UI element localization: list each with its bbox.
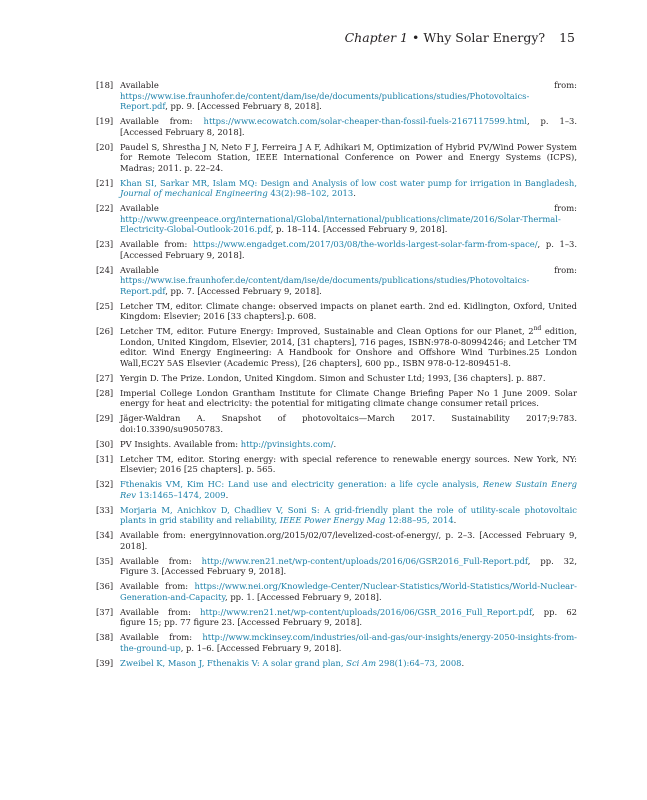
reference-item (96, 373, 577, 384)
reference-item (96, 388, 577, 409)
reference-text-segment: Imperial College London Grantham Institute for Climate Change Briefing Paper No 1 June 2009. Solar energy for heat and electricity: the potential for mitigating climate change consumer retail prices. (120, 387, 577, 409)
reference-text-segment: , pp. 7. [Accessed February 9, 2018]. (165, 285, 322, 296)
reference-text-segment: , p. 1–3. [Accessed February 8, 2018]. (120, 116, 577, 137)
reference-link[interactable]: http://www.ren21.net/wp-content/uploads/2016/06/GSR2016_Full-Report.pdf (201, 555, 528, 566)
reference-text (120, 301, 577, 322)
reference-item (96, 530, 577, 551)
reference-link[interactable]: https://www.engadget.com/2017/03/08/the-worlds-largest-solar-farm-from-space/ (192, 239, 538, 250)
reference-link[interactable]: Fthenakis VM, Kim HC: Land use and electricity generation: a life cycle analysis, (120, 479, 483, 490)
reference-text (120, 373, 577, 384)
reference-number: [22] (96, 203, 114, 214)
reference-link[interactable]: https://www.nei.org/Knowledge-Center/Nuclear-Statistics/World-Statistics/World-Nuclear-Generation-and-Capacity (120, 581, 577, 602)
reference-text-segment: Available from: (120, 116, 204, 127)
reference-number: [37] (96, 606, 114, 617)
reference-text (120, 413, 577, 434)
reference-number: [35] (96, 555, 114, 566)
reference-item (96, 658, 577, 669)
reference-item (96, 80, 577, 112)
reference-link[interactable]: http://www.mckinsey.com/industries/oil-and-gas/our-insights/energy-2050-insights-from-the-ground-up (120, 632, 577, 653)
reference-link[interactable]: https://www.ecowatch.com/solar-cheaper-than-fossil-fuels-2167117599.html (203, 116, 527, 127)
reference-link-journal[interactable]: IEEE Power Energy Mag (279, 515, 386, 526)
reference-item (96, 203, 577, 235)
reference-number: [27] (96, 372, 114, 383)
reference-text-segment: , p. 18–114. [Accessed February 9, 2018]. (270, 224, 448, 235)
reference-item (96, 439, 577, 450)
reference-number: [33] (96, 504, 114, 515)
reference-text-segment: . (353, 188, 356, 199)
reference-text-segment: , pp. 1. [Accessed February 9, 2018]. (225, 591, 382, 602)
reference-link[interactable]: http://pvinsights.com/ (240, 438, 334, 449)
reference-number: [39] (96, 657, 114, 668)
reference-text (120, 388, 577, 409)
reference-text-segment: . (461, 657, 465, 668)
reference-list (96, 80, 577, 672)
reference-text-segment: . (453, 515, 457, 526)
reference-item (96, 142, 577, 174)
reference-text (120, 556, 577, 577)
reference-item (96, 479, 577, 500)
reference-number: [20] (96, 141, 114, 152)
reference-item (96, 607, 577, 628)
reference-text-segment: Yergin D. The Prize. London, United Kingdom. Simon and Schuster Ltd; 1993, [36 chapters]. p. 887. (120, 372, 546, 383)
reference-item (96, 454, 577, 475)
reference-text-segment: . (225, 489, 229, 500)
reference-text (120, 581, 577, 602)
reference-link-journal[interactable]: Sci Am (346, 657, 377, 668)
reference-text-segment: Paudel S, Shrestha J N, Neto F J, Ferreira J A F, Adhikari M, Optimization of Hybrid PV/Wind Power System for Remote Telecom Station, IEEE International Conference on Power and Energy Systems (ICPS), Madras; 2011. p. 22–24. (120, 141, 577, 173)
reference-number: [19] (96, 116, 114, 127)
reference-text-segment: Available from: (120, 80, 577, 90)
reference-text-segment: edition, London, United Kingdom, Elsevier, 2014, [31 chapters], 716 pages, ISBN:978-0-80994246; and Letcher TM editor. Wind Energy Engineering: A Handbook for Onshore and Offshore Wind Turbines.25 London Wall,EC2Y 5AS Elsevier (Academic Press), [26 chapters], 600 pp., ISBN 978-0-12-809451-8. (120, 326, 577, 369)
chapter-label: Chapter 1 (344, 30, 409, 45)
reference-text (120, 326, 577, 368)
reference-text-segment: Available from: (120, 239, 193, 250)
reference-link[interactable]: Khan SI, Sarkar MR, Islam MQ: Design and Analysis of low cost water pump for irrigation in Bangladesh, (120, 177, 577, 188)
reference-text-segment: , p. 1–6. [Accessed February 9, 2018]. (180, 642, 342, 653)
reference-link[interactable]: Morjaria M, Anichkov D, Chadliev V, Soni S: A grid-friendly plant the role of utility-scale photovoltaic plants in grid stability and reliability, (120, 504, 577, 526)
reference-text (120, 203, 577, 235)
reference-link[interactable]: 12:88–95, 2014 (385, 515, 454, 526)
reference-number: [21] (96, 177, 114, 188)
reference-text (120, 658, 577, 669)
running-header (345, 30, 575, 45)
reference-link[interactable]: http://www.ren21.net/wp-content/uploads/2016/06/GSR_2016_Full_Report.pdf (200, 606, 532, 617)
header-bullet: • (412, 30, 420, 45)
reference-text-segment: . (333, 438, 337, 449)
reference-text (120, 178, 577, 199)
reference-text (120, 116, 577, 137)
reference-text-segment: , pp. 62 figure 15; pp. 77 figure 23. [Accessed February 9, 2018]. (120, 606, 578, 628)
reference-item (96, 301, 577, 322)
reference-text (120, 505, 577, 526)
reference-text (120, 632, 577, 653)
reference-item (96, 239, 577, 260)
reference-text-segment: , pp. 32, Figure 3. [Accessed February 9, 2018]. (120, 555, 577, 577)
reference-text-segment: Available from: (120, 264, 577, 275)
reference-text-segment: Available from: energyinnovation.org/2015/02/07/levelized-cost-of-energy/, p. 2–3. [Accessed February 9, 2018]. (120, 530, 577, 551)
reference-text-segment: Available from: (120, 606, 201, 617)
reference-link[interactable]: http://www.greenpeace.org/international/Global/international/publications/climate/2016/Solar-Thermal-Electricity-Global-Outlook-2016.pdf (120, 213, 561, 235)
reference-number: [29] (96, 413, 114, 424)
reference-number: [28] (96, 387, 114, 398)
reference-number: [25] (96, 300, 114, 311)
reference-item (96, 413, 577, 434)
reference-text (120, 479, 577, 500)
reference-item (96, 116, 577, 137)
reference-item (96, 265, 577, 297)
page-number: 15 (559, 30, 575, 45)
reference-text (120, 454, 577, 475)
reference-text (120, 80, 577, 112)
reference-text-segment: , pp. 9. [Accessed February 8, 2018]. (165, 101, 322, 112)
reference-item (96, 556, 577, 577)
reference-text (120, 142, 577, 174)
reference-text (120, 530, 577, 551)
reference-link[interactable]: Zweibel K, Mason J, Fthenakis V: A solar grand plan, (120, 657, 347, 668)
reference-text-segment: Available from: (120, 203, 577, 214)
reference-link[interactable]: 298(1):64–73, 2008 (376, 657, 462, 668)
superscript: nd (533, 325, 542, 333)
reference-item (96, 505, 577, 526)
reference-text-segment: Available from: (120, 555, 202, 566)
reference-link[interactable]: 13:1465–1474, 2009 (136, 489, 226, 500)
reference-item (96, 581, 577, 602)
reference-number: [34] (96, 530, 114, 541)
reference-number: [32] (96, 479, 114, 490)
reference-text (120, 439, 577, 450)
reference-text-segment: Letcher TM, editor. Climate change: observed impacts on planet earth. 2nd ed. Kidlington, Oxford, United Kingdom: Elsevier; 2016 [33 chapters].p. 608. (120, 300, 577, 322)
reference-number: [36] (96, 581, 114, 592)
reference-number: [18] (96, 80, 114, 90)
reference-text-segment: Available from: (120, 581, 195, 592)
reference-text-segment: PV Insights. Available from: (120, 438, 241, 449)
reference-text (120, 265, 577, 297)
reference-number: [26] (96, 326, 114, 337)
reference-text-segment: , p. 1–3. [Accessed February 9, 2018]. (120, 239, 577, 260)
reference-text (120, 239, 577, 260)
reference-number: [30] (96, 438, 114, 449)
chapter-title: Why Solar Energy? (423, 30, 546, 45)
reference-item (96, 326, 577, 368)
reference-item (96, 632, 577, 653)
reference-text-segment: Available from: (120, 632, 203, 643)
reference-text-segment: Jäger-Waldran A. Snapshot of photovoltaics—March 2017. Sustainability 2017;9:783. doi:10.3390/su9050783. (120, 413, 577, 434)
reference-number: [38] (96, 632, 114, 643)
reference-text (120, 607, 577, 628)
reference-number: [23] (96, 239, 114, 250)
reference-number: [31] (96, 453, 114, 464)
reference-text-segment: Letcher TM, editor. Storing energy: with special reference to renewable energy sources. New York, NY: Elsevier; 2016 [25 chapters]. p. 565. (120, 453, 577, 475)
reference-text-segment: Letcher TM, editor. Future Energy: Improved, Sustainable and Clean Options for our Planet, 2 (120, 326, 534, 337)
reference-number: [24] (96, 264, 114, 275)
reference-link-journal[interactable]: Journal of mechanical Engineering (120, 188, 268, 199)
reference-link[interactable]: https://www.ise.fraunhofer.de/content/dam/ise/de/documents/publications/studies/Photovoltaics-Report.pdf (120, 90, 530, 112)
reference-link[interactable]: 43(2):98–102, 2013 (267, 188, 354, 199)
reference-link[interactable]: https://www.ise.fraunhofer.de/content/dam/ise/de/documents/publications/studies/Photovoltaics-Report.pdf (120, 275, 530, 296)
reference-link-journal[interactable]: Renew Sustain Energ Rev (120, 479, 577, 500)
reference-item (96, 178, 577, 199)
